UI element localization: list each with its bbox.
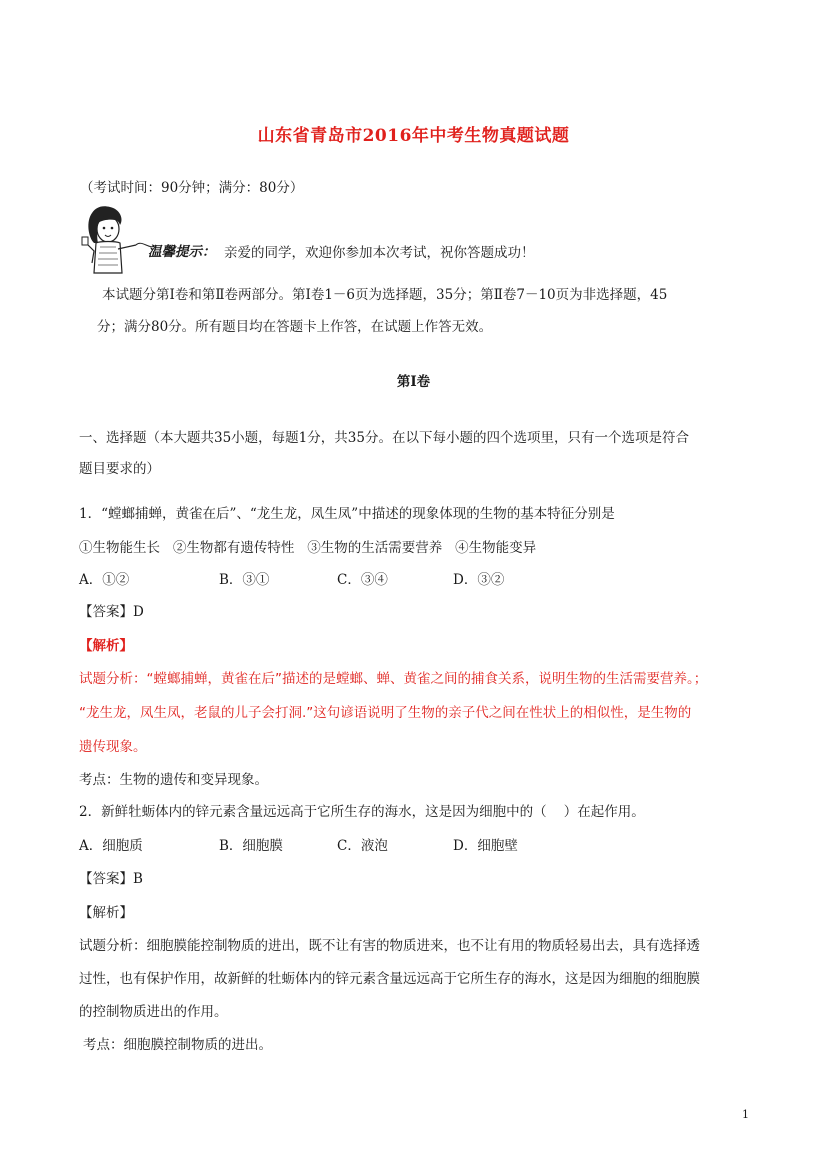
tip-illustration	[80, 203, 180, 275]
q1-stem: 1．“螳螂捕蝉，黄雀在后”、“龙生龙，凤生凤”中描述的现象体现的生物的基本特征分别是	[79, 506, 615, 522]
section-heading-text: 一、选择题（本大题共35小题，每题1分，共35分。在以下每小题的四个选项里，只有一个选项是符合	[79, 430, 689, 446]
tip-label: 温馨提示：	[148, 244, 216, 260]
q2-option-c: C．液泡	[337, 838, 388, 854]
q1-option-b: B．③①	[219, 572, 270, 588]
q2-option-b: B．细胞膜	[219, 838, 283, 854]
q1-option-c: C．③④	[337, 572, 388, 588]
page-number: 1	[742, 1108, 749, 1121]
q1-point: 考点：生物的遗传和变异现象。	[79, 772, 268, 788]
page-title: 山东省青岛市2016年中考生物真题试题	[257, 126, 570, 146]
instruction-line-1: 本试题分第Ⅰ卷和第Ⅱ卷两部分。第Ⅰ卷1－6页为选择题，35分；第Ⅱ卷7－10页为非选择题，45	[102, 287, 668, 303]
q2-analysis-line-1: 试题分析：细胞膜能控制物质的进出，既不让有害的物质进来，也不让有用的物质轻易出去，具有选择透	[79, 938, 700, 954]
q1-answer: 【答案】D	[79, 604, 144, 620]
q1-analysis-line-2: “龙生龙，凤生凤，老鼠的儿子会打洞.”这句谚语说明了生物的亲子代之间在性状上的相似性，是生物的	[79, 705, 692, 721]
q2-options	[79, 834, 579, 854]
q2-answer: 【答案】B	[79, 871, 143, 887]
volume-title: 第Ⅰ卷	[396, 374, 431, 390]
tip-text: 亲爱的同学，欢迎你参加本次考试，祝你答题成功！	[224, 245, 535, 261]
q1-analysis-line-1: 试题分析：“螳螂捕蝉，黄雀在后”描述的是螳螂、蝉、黄雀之间的捕食关系，说明生物的生活需要营养。；	[79, 671, 708, 687]
q1-options	[79, 568, 579, 588]
exam-info: （考试时间：90分钟；满分：80分）	[80, 180, 304, 196]
q2-stem: 2．新鲜牡蛎体内的锌元素含量远远高于它所生存的海水，这是因为细胞中的（ ）在起作用。	[79, 804, 645, 820]
q1-analysis-label: 【解析】	[79, 638, 133, 654]
q2-option-d: D．细胞壁	[453, 838, 518, 854]
q1-items: ①生物能生长 ②生物都有遗传特性 ③生物的生活需要营养 ④生物能变异	[79, 540, 537, 556]
q2-analysis-label: 【解析】	[79, 905, 133, 921]
section-heading-line-1	[79, 426, 689, 446]
girl-cartoon-icon	[80, 203, 180, 275]
q2-option-a: A．细胞质	[79, 838, 143, 854]
q2-point: 考点：细胞膜控制物质的进出。	[83, 1037, 272, 1053]
q2-analysis-line-3: 的控制物质进出的作用。	[79, 1004, 228, 1020]
instruction-line-2: 分；满分80分。所有题目均在答题卡上作答，在试题上作答无效。	[97, 319, 493, 335]
q1-analysis-line-3: 遗传现象。	[79, 739, 147, 755]
section-heading-line-2: 题目要求的）	[79, 461, 160, 477]
q1-option-d: D．③②	[453, 572, 505, 588]
q1-option-a: A．①②	[79, 572, 130, 588]
q2-analysis-line-2: 过性，也有保护作用，故新鲜的牡蛎体内的锌元素含量远远高于它所生存的海水，这是因为细胞的细胞膜	[79, 971, 700, 987]
